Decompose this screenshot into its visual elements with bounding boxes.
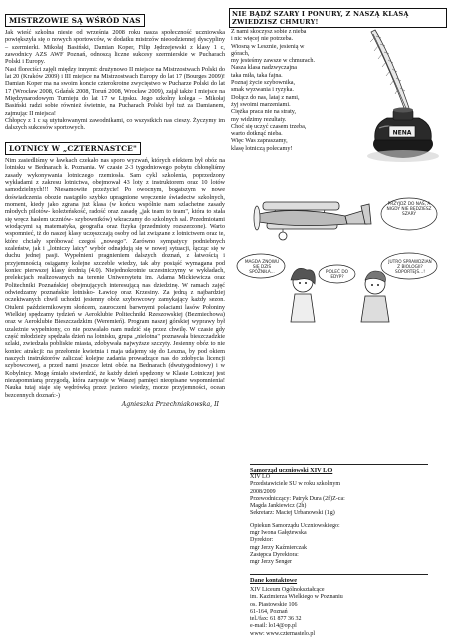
contact-line: os. Piastowskie 106 <box>250 601 298 608</box>
champions-paragraph-3: Chłopcy z 1 c są utytułowanymi zawodnikami, co wszystkich nas cieszy. Życzymy im dalszych sukcesów sportowych. <box>5 117 225 132</box>
poem-line: Poznaj życie szybownika, <box>231 79 296 87</box>
poem-line: żyj swoimi marzeniami. <box>231 100 291 108</box>
pilots-article <box>5 157 225 399</box>
poem-line: Nasza klasa nadzwyczajna <box>231 64 297 72</box>
poem-line: my widzimy rezultaty. <box>231 115 287 123</box>
contact-box <box>250 574 428 638</box>
class-poem <box>231 28 343 152</box>
speech-bubble-middle: POLEĆ DO EDYP? <box>325 270 349 280</box>
champions-heading: MISTRZOWIE SĄ WŚRÓD NAS <box>5 14 145 27</box>
poem-line: taka miła, taka fajna. <box>231 71 283 79</box>
poem-line: i nic więcej nie potrzeba. <box>231 35 294 43</box>
champions-paragraph-2: Nasi floreciści zajęli między innymi: drużynowo II miejsce na Mistrzostwach Polski do lat 20 (Kraków 2009) i III miejsce na Mistrzostwach Europy do lat 17 (Bourges 2009)! Damian Koper ma na swoim koncie czterokrotne zwycięstwo w Pucharze Polski do lat 17 (Wrocław 2008, Gdańsk 2008, Toruń 2008, Wrocław 2009), zajął także I miejsce na Międzynarodowym Turnieju do lat 17 w Lipsku. Jego szkolny kolega – Mikołaj Basiński radzi sobie również świetnie, na Pucharach Polski był tuż za Damianem, zajmując II miejsca! <box>5 65 225 117</box>
student-girl-drawing <box>291 268 315 322</box>
inkwell-label: NENA <box>392 129 412 137</box>
council-line: mgr Jerzy Kaźmierczak <box>250 544 307 551</box>
council-line: XIV LO <box>250 474 271 480</box>
class-slogan-heading: NIE BĄDŹ SZARY I PONURY, Z NASZĄ KLASĄ ZWIEDZISZ CHMURY! <box>229 8 447 28</box>
student-boy-drawing <box>361 271 389 322</box>
contact-website[interactable]: www: www.czternastelo.pl <box>250 630 316 637</box>
poem-line: my jesteśmy zawsze w chmurach. <box>231 57 316 65</box>
right-column <box>229 8 447 636</box>
poem-line: warto dotknąć nieba. <box>231 130 283 138</box>
poem-line: Ciężka praca nie na straty, <box>231 108 297 116</box>
poem-line: Wiosną w Lesznie, jesienią w <box>231 42 305 50</box>
speech-bubble-right: JUTRO SPRAWDZIAN Z BIOLOGII? SOPORTEJŚ...! <box>388 260 432 275</box>
council-line: Dyrektor: <box>250 537 274 544</box>
contact-email[interactable]: e-mail: lo14@op.pl <box>250 623 297 630</box>
author-signature: Agnieszka Przechniakowska, II <box>121 401 219 409</box>
contact-line: tel./fax: 61 877 36 32 <box>250 616 302 623</box>
council-line: 2008/2009 <box>250 488 276 495</box>
poem-line: smak wyzwania i ryzyka. <box>231 86 294 94</box>
poem-line: klasę lotniczą polecamy! <box>231 144 293 152</box>
left-column <box>5 8 225 636</box>
council-line: Przewodniczący: Patryk Dura (2f)Z-ca: <box>250 495 345 502</box>
poem-line: Z nami skoczysz sobie z nieba <box>231 28 307 35</box>
poem-line: górach, <box>231 49 250 57</box>
poem-line: Więc Was zapraszamy, <box>231 137 288 145</box>
student-council-box <box>250 464 428 567</box>
council-line: Przedstawiciele SU w roku szkolnym <box>250 481 340 488</box>
contact-title: Dane kontaktowe <box>250 577 298 584</box>
champions-paragraph-1: Jak wieść szkolna niesie od września 2008 roku nasza społeczność uczniowska powiększyła się o nowych sportowców, w dodatku mistrzów nieoodziennej dyscypliny – szermierki. Mikołaj Basiński, Damian Koper, Filip Jędrzejewski z klasy 1 c, zawodnicy AZS AWF Poznań, odnoszą liczne sukcesy szermierskie w Pucharach Polski i Europy. <box>5 29 225 66</box>
inkwell-quill-illustration <box>349 28 447 173</box>
council-line: Opiekun Samorządu Uczniowskiego: <box>250 522 340 529</box>
pilots-paragraph: Nim zasiedliśmy w ławkach czekało nas sporo wyzwań, których efektem był obóz na lotnisku w Bednarach k. Poznania. W czasie 2-3 tygodniowego pobytu chłonęliśmy zasady wykonywania lotniczego rzemiosła. Sam cykl szkolenia, poprzedzony wykładami z zakresu lotnictwa, obejmował 43 loty z instruktorem oraz 10 lotów samodzielnych!!! Niesamowite przeżycie! Po owocnym, bogatszym w nowe doświadczenia obozie nastąpiło szybko upragnione wręczenie świadectw szkolnych, moment, kiedy jako zgrana już klasa (w końcu wspólnie nam szlachetne zasady młodych pilotów- koleżeńskość, radość oraz zasadę „jak team to team", która to stała się wręcz hasłem uczniów- szybowników) wkraczamy do szkolnych sal. Przedmiotami wiodącymi są matematyka, geografia oraz fizyka (przedmioty rozszerzone). Warto wspomnieć, iż do naszej klasy uczęszczają osoby od lat związane z lotnictwem oraz te, które chciały spróbować czegoś „nowego". Zarówno sympatycy podniebnych szaleństw, jak i „lotniczy laicy" wybór odnajdują się w nowej sytuacji, łącząc się w duchu jednej pasji. Wypełnieni pragnieniem dalszych doznań, z łatwością i przyjemnością osiągamy kolejne szczeble wiedzy, tak aby posiąść wymagana pod koniec pierwszej klasy średnią (4.0). Niejednokrotnie uczestniczymy w wykładach, prelekcjach realizowanych na terenie Uniwersytetu im. Adama Mickiewicza oraz Politechniki Poznańskiej obejmujących interesującą nas dziedzinę. W ramach zajęć odwiedzamy poznańskie lotnisko- Ławicę oraz Krzesiny. Za jedną z najbardziej oczekiwanych chwil uchodzi jesienny obóz szybowcowy zamykający każdy sezon. Otuleni październikowym słońcem, zauroczeni barwnymi polaciami lasów Połoniny Wielkiej spędzamy tydzień w Aeroklubie Politechniki Rzeszowskiej (Bezmiechowa) oraz w Aeroklubie Bieszczadzkim (Weremień). Program naszej górskiej wyprawy był uzależnie wypełniony, co nie pozwalało nam nudzić się przez chwilę. W czasie gdy część młodzieży spędzała dzień na lotnisku, grupa „nielotna" poznawała bieszczadzkie szlaki, zwiedzała pobliskie miasta, zdobywała najwyższe szczyty. Jesienny obóz to nie koniec atrakcji: na przełomie kwietnia i maja udajemy się do Leszna, by pod okiem naszych instruktorów zaliczać kolejne zadania prowadzące nas do zdobycia licencji szybowcowej, a przed nami jeszcze letni obóz na Bednarach (dwutygodniowy) i w Kobylnicy. Mogę śmiało stwierdzić, że każdy dzień spędzony w Klasie Lotniczej jest niezapomnianą przygodą, która zarysuje w Waszej pamięci nieopisane wspomnienia! Nauka tutaj staje się wędrówką przez jezioro wiedzy, morze przyjemności, ocean bezcennych doznań:-) <box>5 156 225 399</box>
council-line: mgr Jerzy Senger <box>250 559 292 566</box>
contact-line: im. Kazimierza Wielkiego w Poznaniu <box>250 594 343 601</box>
contact-line: 61-164, Poznań <box>250 608 288 615</box>
council-line: Zastępca Dyrektora: <box>250 551 299 558</box>
council-line: Magda Jankiewicz (2h) <box>250 503 307 510</box>
contact-line: XIV Liceum Ogólnokształcące <box>250 587 325 593</box>
council-title: Samorząd uczniowski XIV LO <box>250 467 333 474</box>
council-line: mgr Iwona Gałężewska <box>250 530 307 537</box>
champions-article <box>5 29 225 132</box>
speech-bubble-top: PRZYJDŹ DO NAS, A NIGDY NIE BĘDZIESZ SZARY <box>386 202 432 217</box>
biplane-drawing <box>254 202 371 240</box>
pilots-heading: LOTNICY W „CZTERNASTCE" <box>5 142 141 155</box>
speech-bubble-left: MAGDA ZNOWU SIĘ DZIŚ SPÓŹNIŁA... <box>244 260 280 275</box>
poem-line: Dołącz do nas, lataj z nami, <box>231 93 300 101</box>
poem-line: Choć się uczyć czasem trzeba, <box>231 122 307 130</box>
council-line: Sekretarz: Maciej Urbanowski (1g) <box>250 510 335 517</box>
